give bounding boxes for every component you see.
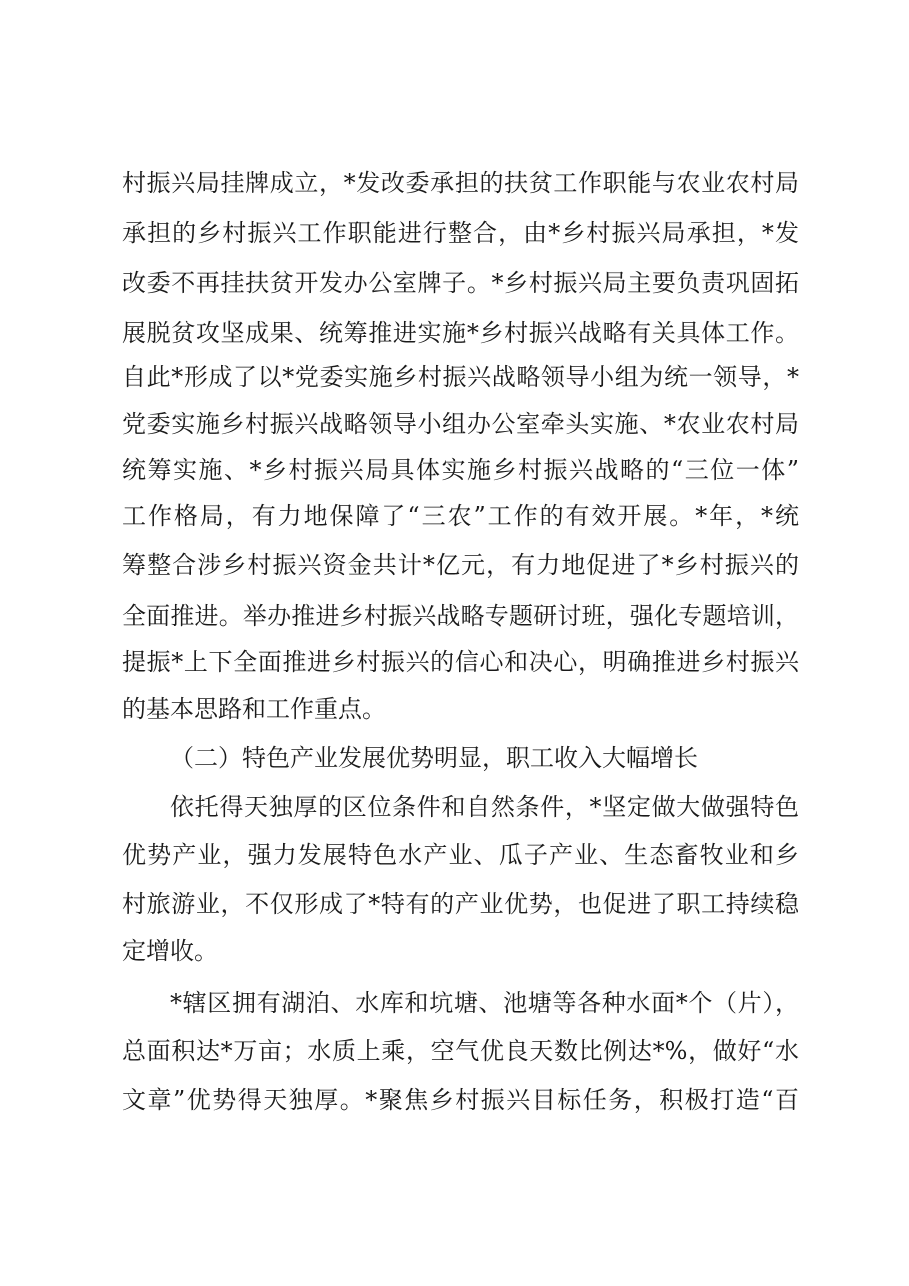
text-line: 统筹实施、*乡村振兴局具体实施乡村振兴战略的“三位一体” [122, 456, 799, 484]
section-heading: （二）特色产业发展优势明显，职工收入大幅增长 [170, 744, 698, 772]
text-line: 党委实施乡村振兴战略领导小组办公室牵头实施、*农业农村局 [122, 410, 799, 438]
text-line: *辖区拥有湖泊、水库和坑塘、池塘等各种水面*个（片）， [170, 989, 799, 1017]
text-line: 总面积达*万亩；水质上乘，空气优良天数比例达*%，做好“水 [122, 1037, 799, 1065]
text-line: 村旅游业，不仅形成了*特有的产业优势，也促进了职工持续稳 [122, 890, 799, 918]
text-line: 提振*上下全面推进乡村振兴的信心和决心，明确推进乡村振兴 [122, 648, 799, 676]
text-line: 优势产业，强力发展特色水产业、瓜子产业、生态畜牧业和乡 [122, 841, 799, 869]
text-line: 承担的乡村振兴工作职能进行整合，由*乡村振兴局承担，*发 [122, 219, 799, 247]
text-line: 村振兴局挂牌成立，*发改委承担的扶贫工作职能与农业农村局 [122, 169, 799, 197]
text-line: 改委不再挂扶贫开发办公室牌子。*乡村振兴局主要负责巩固拓 [122, 269, 799, 297]
text-line: 文章”优势得天独厚。*聚焦乡村振兴目标任务，积极打造“百 [122, 1086, 799, 1114]
text-line: 筹整合涉乡村振兴资金共计*亿元，有力地促进了*乡村振兴的 [122, 551, 799, 579]
text-line: 的基本思路和工作重点。 [122, 695, 386, 723]
text-line: 自此*形成了以*党委实施乡村振兴战略领导小组为统一领导，* [122, 363, 799, 391]
text-line: 定增收。 [122, 937, 218, 965]
text-line: 展脱贫攻坚成果、统筹推进实施*乡村振兴战略有关具体工作。 [122, 319, 799, 347]
text-line: 依托得天独厚的区位条件和自然条件，*坚定做大做强特色 [170, 793, 799, 821]
text-line: 工作格局，有力地保障了“三农”工作的有效开展。*年，*统 [122, 502, 799, 530]
text-line: 全面推进。举办推进乡村振兴战略专题研讨班，强化专题培训， [122, 602, 799, 630]
